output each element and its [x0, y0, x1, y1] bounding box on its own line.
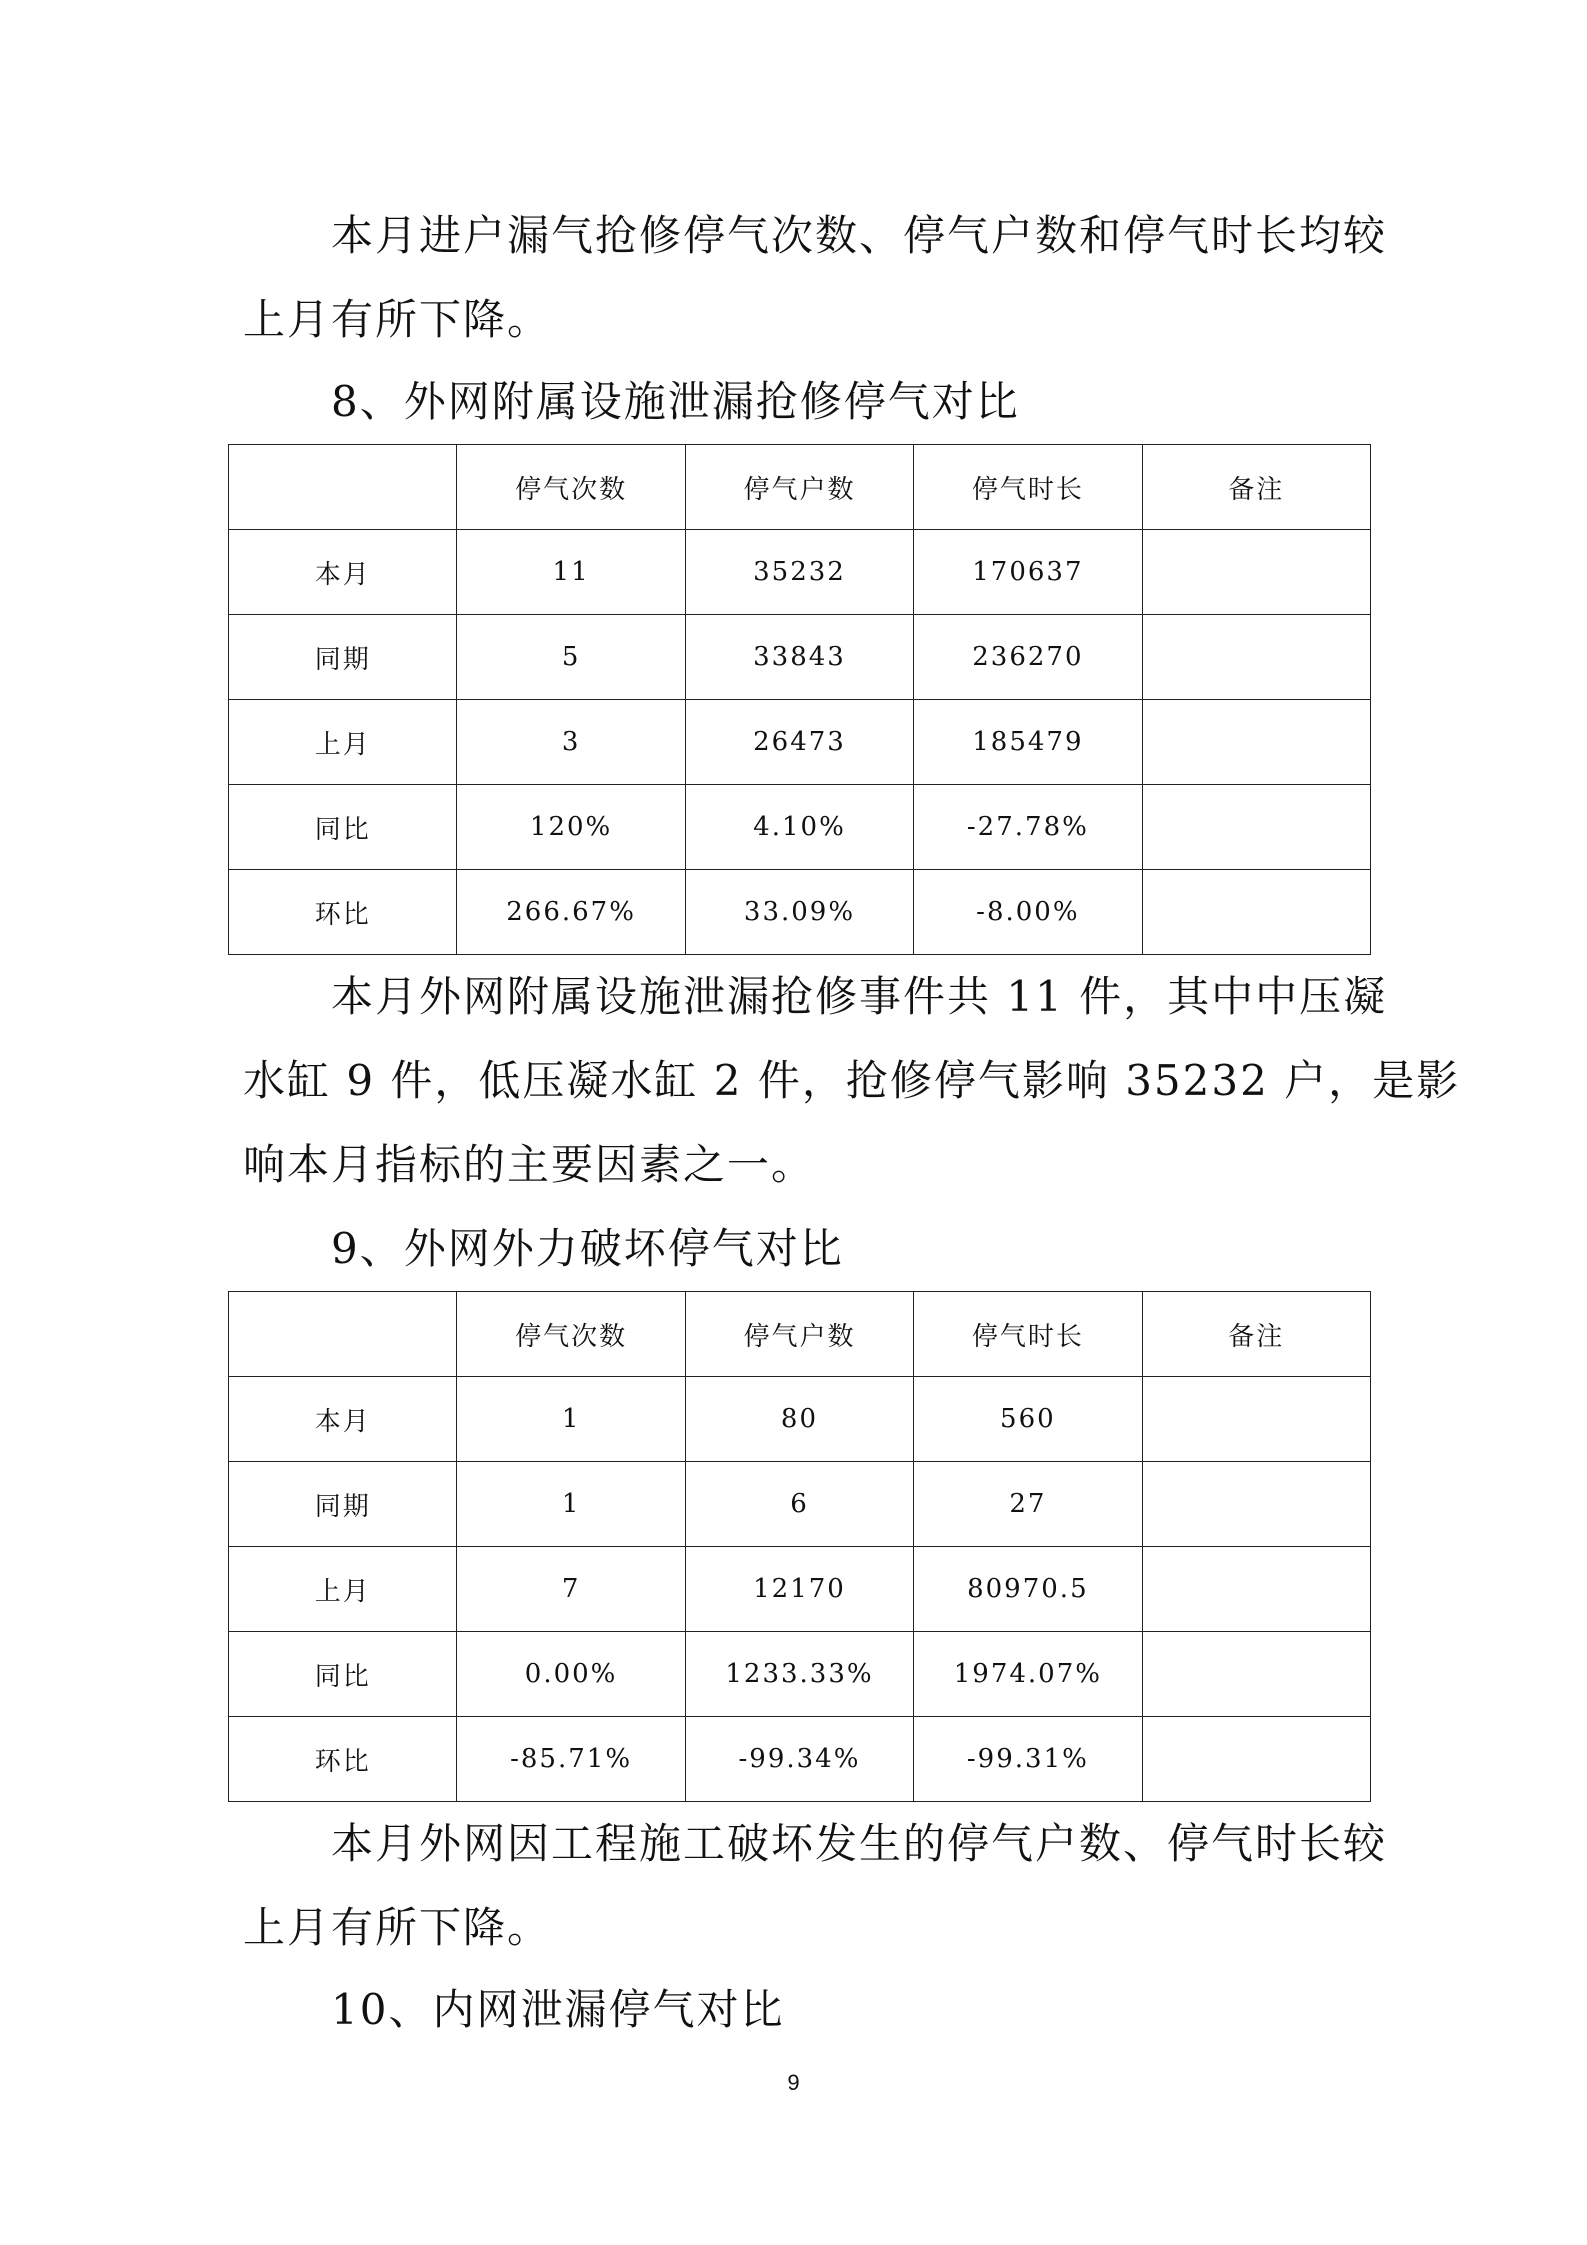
value-cell: 33843 — [685, 615, 913, 700]
section-heading-10: 10、内网泄漏停气对比 — [331, 1985, 785, 2034]
table-row — [229, 1632, 1371, 1717]
table-header-cell: 停气户数 — [685, 445, 913, 530]
table-row — [229, 700, 1371, 785]
section-heading-9: 9、外网外力破坏停气对比 — [331, 1224, 844, 1273]
note-cell — [1142, 1632, 1370, 1717]
value-cell: 266.67% — [457, 870, 685, 955]
value-cell: 6 — [685, 1462, 913, 1547]
value-cell: 26473 — [685, 700, 913, 785]
value-cell: 33.09% — [685, 870, 913, 955]
value-cell: 35232 — [685, 530, 913, 615]
value-cell: 12170 — [685, 1547, 913, 1632]
table-row — [229, 1717, 1371, 1802]
note-cell — [1142, 1547, 1370, 1632]
value-cell: 5 — [457, 615, 685, 700]
table-row — [229, 785, 1371, 870]
value-cell: 27 — [914, 1462, 1142, 1547]
value-cell: 80970.5 — [914, 1547, 1142, 1632]
paragraph-line: 水缸 9 件，低压凝水缸 2 件，抢修停气影响 35232 户，是影 — [243, 1056, 1461, 1105]
table-outdoor-facility-leak — [228, 444, 1371, 955]
note-cell — [1142, 615, 1370, 700]
value-cell: 7 — [457, 1547, 685, 1632]
table-header-cell: 停气次数 — [457, 445, 685, 530]
value-cell: 1233.33% — [685, 1632, 913, 1717]
table-row — [229, 530, 1371, 615]
row-label-cell: 环比 — [229, 1717, 457, 1802]
value-cell: 120% — [457, 785, 685, 870]
paragraph-line: 上月有所下降。 — [243, 1903, 552, 1952]
value-cell: 185479 — [914, 700, 1142, 785]
table-header-row — [229, 1292, 1371, 1377]
row-label-cell: 上月 — [229, 1547, 457, 1632]
value-cell: -85.71% — [457, 1717, 685, 1802]
note-cell — [1142, 700, 1370, 785]
value-cell: 0.00% — [457, 1632, 685, 1717]
paragraph-facility-leak-summary — [243, 955, 1461, 1207]
value-cell: 11 — [457, 530, 685, 615]
row-label-cell: 同期 — [229, 615, 457, 700]
row-label-cell: 同比 — [229, 785, 457, 870]
note-cell — [1142, 785, 1370, 870]
table-header-cell: 停气时长 — [914, 445, 1142, 530]
value-cell: 1 — [457, 1377, 685, 1462]
table-header-cell: 备注 — [1142, 445, 1370, 530]
table-row — [229, 1547, 1371, 1632]
table-header-row — [229, 445, 1371, 530]
value-cell: 1974.07% — [914, 1632, 1142, 1717]
value-cell: 560 — [914, 1377, 1142, 1462]
paragraph-line: 本月进户漏气抢修停气次数、停气户数和停气时长均较 — [331, 211, 1388, 260]
section-heading-8: 8、外网附属设施泄漏抢修停气对比 — [331, 377, 1020, 426]
table-header-cell: 停气户数 — [685, 1292, 913, 1377]
value-cell: 4.10% — [685, 785, 913, 870]
value-cell: 3 — [457, 700, 685, 785]
table-row — [229, 870, 1371, 955]
value-cell: -99.34% — [685, 1717, 913, 1802]
row-label-cell: 本月 — [229, 530, 457, 615]
row-label-cell: 环比 — [229, 870, 457, 955]
row-label-cell: 同比 — [229, 1632, 457, 1717]
paragraph-line: 本月外网因工程施工破坏发生的停气户数、停气时长较 — [331, 1819, 1388, 1868]
note-cell — [1142, 1717, 1370, 1802]
row-label-cell: 上月 — [229, 700, 457, 785]
table-row — [229, 615, 1371, 700]
note-cell — [1142, 1377, 1370, 1462]
value-cell: 80 — [685, 1377, 913, 1462]
row-label-cell: 本月 — [229, 1377, 457, 1462]
paragraph-indoor-leak-summary — [243, 194, 1388, 362]
paragraph-line: 响本月指标的主要因素之一。 — [243, 1140, 816, 1189]
table-header-cell: 停气次数 — [457, 1292, 685, 1377]
value-cell: -8.00% — [914, 870, 1142, 955]
table-header-cell: 停气时长 — [914, 1292, 1142, 1377]
page-number: 9 — [787, 2070, 800, 2095]
value-cell: 236270 — [914, 615, 1142, 700]
value-cell: -99.31% — [914, 1717, 1142, 1802]
note-cell — [1142, 1462, 1370, 1547]
value-cell: -27.78% — [914, 785, 1142, 870]
table-header-cell — [229, 445, 457, 530]
table-header-cell — [229, 1292, 457, 1377]
table-row — [229, 1462, 1371, 1547]
paragraph-line: 本月外网附属设施泄漏抢修事件共 11 件，其中中压凝 — [331, 972, 1388, 1021]
value-cell: 1 — [457, 1462, 685, 1547]
paragraph-external-damage-summary — [243, 1802, 1388, 1970]
note-cell — [1142, 870, 1370, 955]
table-row — [229, 1377, 1371, 1462]
row-label-cell: 同期 — [229, 1462, 457, 1547]
note-cell — [1142, 530, 1370, 615]
paragraph-line: 上月有所下降。 — [243, 295, 552, 344]
value-cell: 170637 — [914, 530, 1142, 615]
table-external-damage — [228, 1291, 1371, 1802]
table-header-cell: 备注 — [1142, 1292, 1370, 1377]
